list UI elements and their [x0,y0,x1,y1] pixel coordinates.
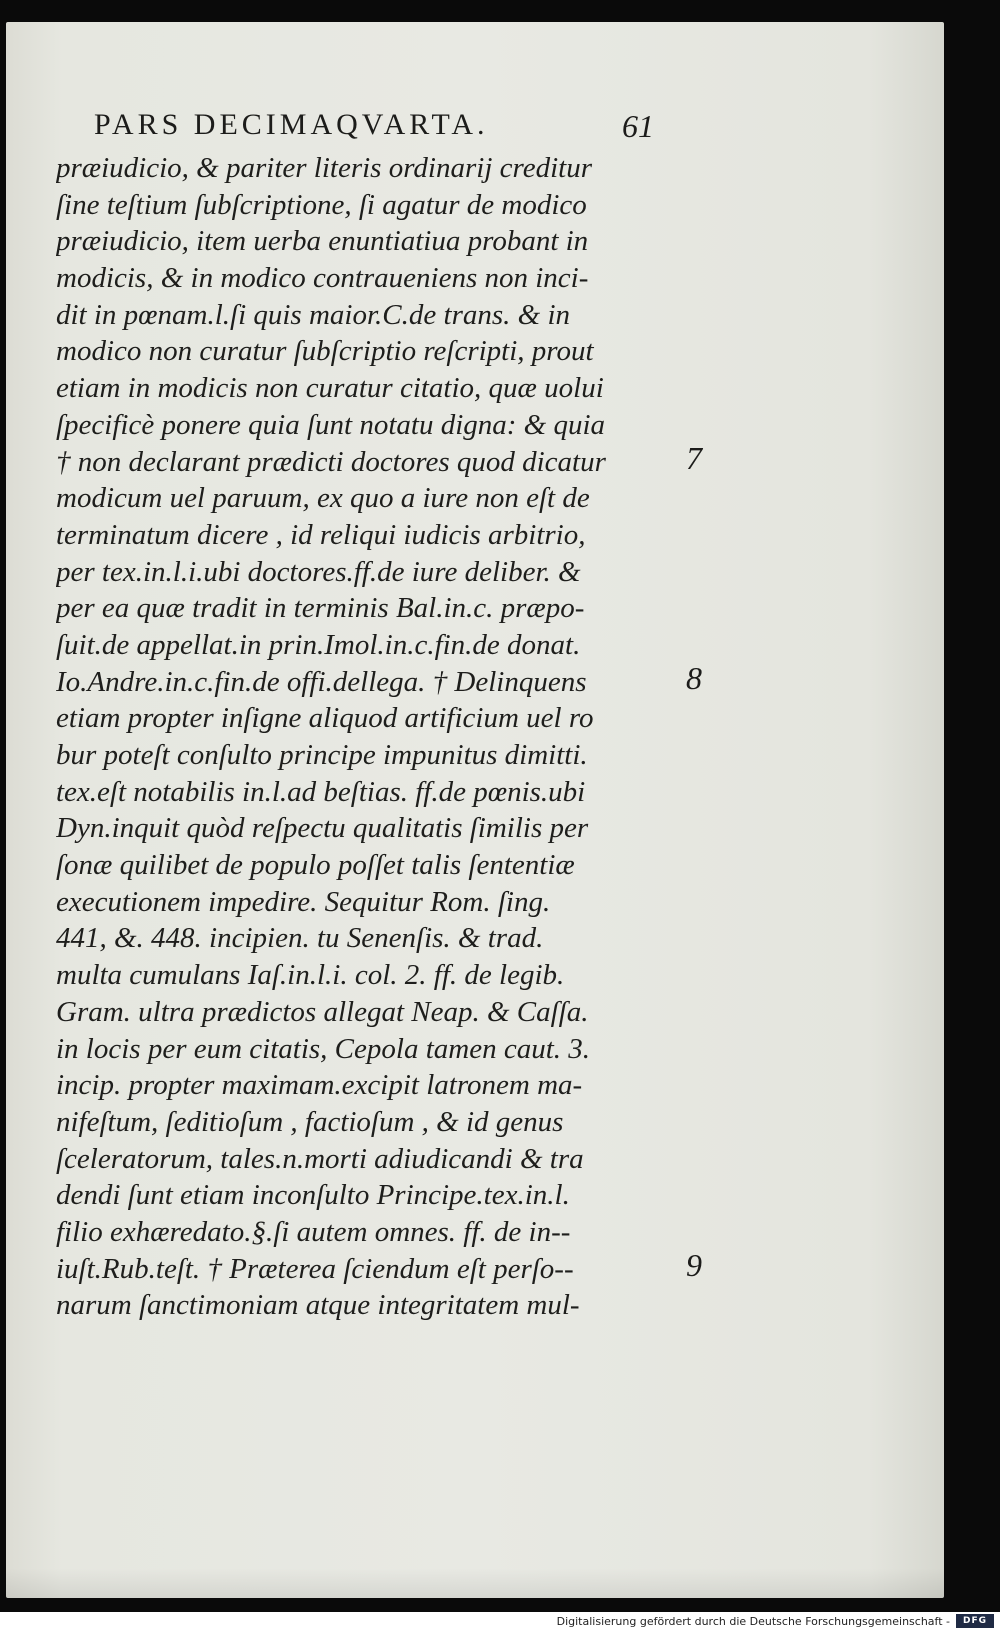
text-line: Dyn.inquit quòd reſpectu qualitatis ſimilis per [56,812,589,845]
text-line: multa cumulans Iaſ.in.l.i. col. 2. ff. de legib. [56,959,565,992]
text-line: Gram. ultra prædictos allegat Neap. & Caſſa. [56,995,589,1028]
margin-number: 9 [686,1247,702,1283]
text-line: modicis, & in modico contraueniens non inci- [56,262,589,295]
text-line: Io.Andre.in.c.fin.de offi.dellega. † Delinquens [56,665,587,698]
text-line: bur poteſt conſulto principe impunitus dimitti. [56,739,588,771]
text-line: præiudicio, & pariter literis ordinarij creditur [56,152,592,184]
text-line: ſceleratorum, tales.n.morti adiudicandi & tra [56,1142,584,1175]
text-line: iuſt.Rub.teſt. † Præterea ſciendum eſt perſo-- [56,1252,574,1285]
text-line: † non declarant prædicti doctores quod dicatur [56,445,606,478]
text-line: 441, &. 448. incipien. tu Senenſis. & trad. [56,922,544,955]
margin-number: 7 [686,439,702,476]
text-line: per tex.in.l.i.ubi doctores.ff.de iure deliber. & [56,555,581,588]
text-line: filio exhæredato.§.ſi autem omnes. ff. de in-- [56,1215,571,1248]
text-line: præiudicio, item uerba enuntiatiua probant in [56,225,589,258]
text-line: narum ſanctimoniam atque integritatem mul- [56,1289,580,1322]
text-line: dendi ſunt etiam inconſulto Principe.tex.in.l. [56,1179,570,1212]
text-line: per ea quæ tradit in terminis Bal.in.c. præpo- [56,592,585,625]
page-edge-shadow [6,1568,944,1598]
text-line: executionem impedire. Sequitur Rom. ſing. [56,885,551,918]
text-line: incip. propter maximam.excipit latronem ma- [56,1069,583,1102]
margin-number: 8 [686,659,702,696]
text-line: ſine teſtium ſubſcriptione, ſi agatur de modico [56,188,587,221]
text-line: dit in pœnam.l.ſi quis maior.C.de trans. & in [56,298,570,331]
body-text [56,150,696,1324]
text-line: etiam in modicis non curatur citatio, quæ uolui [56,372,604,405]
digitization-credit: Digitalisierung gefördert durch die Deutsche Forschungsgemeinschaft - [556,1615,950,1628]
text-line: ſonæ quilibet de populo poſſet talis ſententiæ [56,849,575,882]
text-line: ſpecificè ponere quia ſunt notatu digna: & quia [56,408,606,441]
text-line: modico non curatur ſubſcriptio reſcripti, prout [56,335,594,368]
page-number: 61 [622,108,654,144]
text-line: etiam propter inſigne aliquod artificium uel ro [56,702,594,735]
text-line: terminatum dicere , id reliqui iudicis arbitrio, [56,518,586,551]
text-line: ſuit.de appellat.in prin.Imol.in.c.fin.de donat. [56,628,581,661]
text-line: in locis per eum citatis, Cepola tamen caut. 3. [56,1032,591,1065]
text-line: modicum uel paruum, ex quo a iure non eſt de [56,482,590,515]
dfg-logo: DFG [956,1614,994,1628]
text-line: nifeſtum, ſeditioſum , factioſum , & id genus [56,1105,564,1138]
text-line: tex.eſt notabilis in.l.ad beſtias. ff.de pœnis.ubi [56,775,586,808]
running-head: PARS DECIMAQVARTA. [94,108,489,141]
